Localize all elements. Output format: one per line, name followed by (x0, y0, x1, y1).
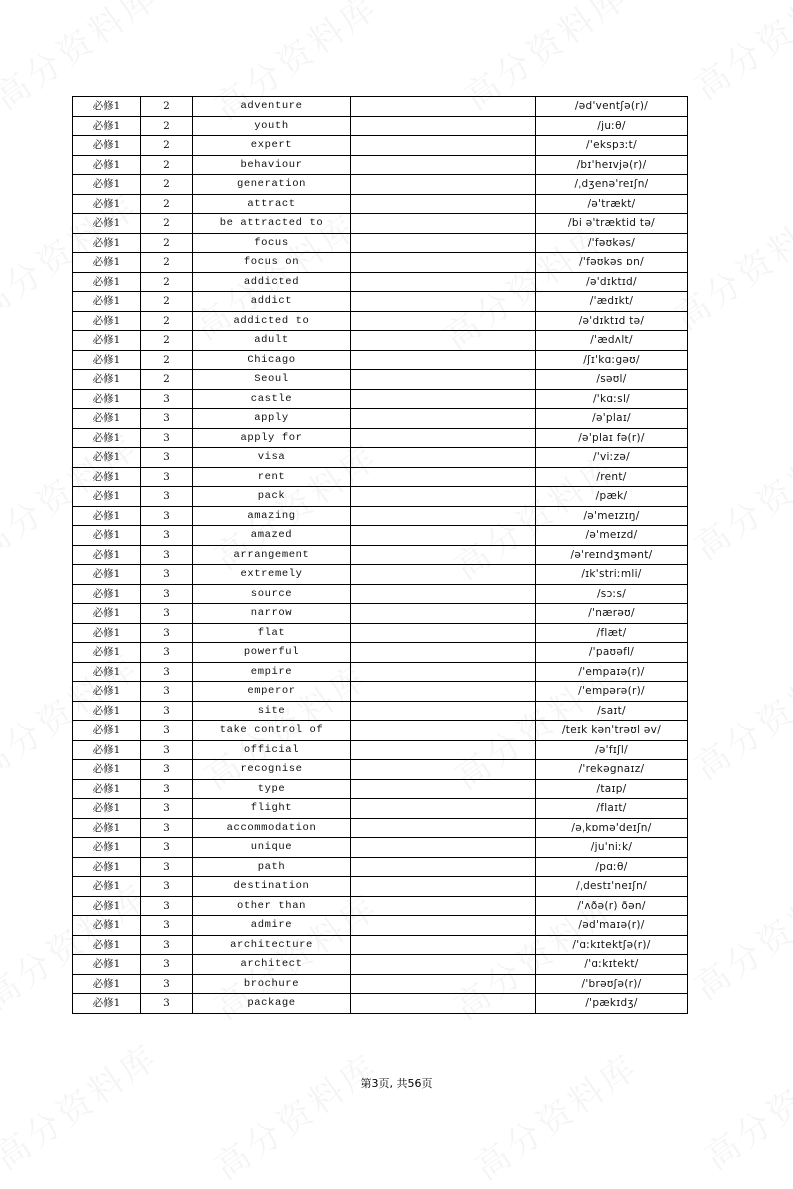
phonetic-cell: /juːθ/ (536, 116, 688, 136)
unit-cell: 3 (141, 545, 193, 565)
unit-cell: 2 (141, 175, 193, 195)
watermark-text (0, 1030, 167, 1179)
word-cell: generation (193, 175, 351, 195)
phonetic-cell: /'ædʌlt/ (536, 331, 688, 351)
page-footer (0, 1075, 793, 1091)
meaning-cell (351, 584, 536, 604)
book-cell: 必修1 (73, 136, 141, 156)
meaning-cell (351, 272, 536, 292)
book-cell: 必修1 (73, 994, 141, 1014)
word-cell: pack (193, 487, 351, 507)
meaning-cell (351, 526, 536, 546)
phonetic-cell: /səʊl/ (536, 370, 688, 390)
unit-cell: 3 (141, 409, 193, 429)
unit-cell: 2 (141, 350, 193, 370)
book-cell: 必修1 (73, 175, 141, 195)
meaning-cell (351, 779, 536, 799)
meaning-cell (351, 506, 536, 526)
unit-cell: 3 (141, 799, 193, 819)
meaning-cell (351, 370, 536, 390)
word-cell: source (193, 584, 351, 604)
table-row (73, 857, 688, 877)
table-row (73, 682, 688, 702)
unit-cell: 3 (141, 877, 193, 897)
phonetic-cell: /əˌkɒmə'deɪʃn/ (536, 818, 688, 838)
unit-cell: 3 (141, 643, 193, 663)
table-row (73, 896, 688, 916)
meaning-cell (351, 253, 536, 273)
book-cell: 必修1 (73, 701, 141, 721)
unit-cell: 3 (141, 565, 193, 585)
meaning-cell (351, 292, 536, 312)
table-row (73, 916, 688, 936)
table-row (73, 565, 688, 585)
unit-cell: 3 (141, 721, 193, 741)
word-cell: accommodation (193, 818, 351, 838)
unit-cell: 2 (141, 97, 193, 117)
phonetic-cell: /ə'reɪndʒmənt/ (536, 545, 688, 565)
meaning-cell (351, 97, 536, 117)
word-cell: visa (193, 448, 351, 468)
book-cell: 必修1 (73, 155, 141, 175)
meaning-cell (351, 175, 536, 195)
meaning-cell (351, 974, 536, 994)
table-row (73, 662, 688, 682)
meaning-cell (351, 545, 536, 565)
meaning-cell (351, 487, 536, 507)
unit-cell: 3 (141, 487, 193, 507)
book-cell: 必修1 (73, 584, 141, 604)
unit-cell: 3 (141, 857, 193, 877)
meaning-cell (351, 428, 536, 448)
word-cell: Chicago (193, 350, 351, 370)
phonetic-cell: /bɪ'heɪvjə(r)/ (536, 155, 688, 175)
watermark-text (683, 0, 793, 109)
table-row (73, 877, 688, 897)
meaning-cell (351, 331, 536, 351)
table-row (73, 448, 688, 468)
word-cell: emperor (193, 682, 351, 702)
book-cell: 必修1 (73, 116, 141, 136)
phonetic-cell: /'paʊəfl/ (536, 643, 688, 663)
book-cell: 必修1 (73, 740, 141, 760)
table-row (73, 116, 688, 136)
table-row (73, 487, 688, 507)
book-cell: 必修1 (73, 974, 141, 994)
meaning-cell (351, 623, 536, 643)
meaning-cell (351, 799, 536, 819)
book-cell: 必修1 (73, 896, 141, 916)
phonetic-cell: /ə'dɪktɪd tə/ (536, 311, 688, 331)
word-cell: flight (193, 799, 351, 819)
meaning-cell (351, 877, 536, 897)
unit-cell: 2 (141, 155, 193, 175)
phonetic-cell: /pæk/ (536, 487, 688, 507)
book-cell: 必修1 (73, 662, 141, 682)
phonetic-cell: /ʃɪ'kɑːgəʊ/ (536, 350, 688, 370)
table-row (73, 643, 688, 663)
phonetic-cell: /'brəʊʃə(r)/ (536, 974, 688, 994)
book-cell: 必修1 (73, 682, 141, 702)
book-cell: 必修1 (73, 448, 141, 468)
unit-cell: 3 (141, 838, 193, 858)
book-cell: 必修1 (73, 409, 141, 429)
phonetic-cell: /'nærəʊ/ (536, 604, 688, 624)
table-row (73, 721, 688, 741)
phonetic-cell: /əd'ventʃə(r)/ (536, 97, 688, 117)
book-cell: 必修1 (73, 916, 141, 936)
word-cell: adult (193, 331, 351, 351)
word-cell: site (193, 701, 351, 721)
table-row (73, 935, 688, 955)
phonetic-cell: /ə'dɪktɪd/ (536, 272, 688, 292)
word-cell: architecture (193, 935, 351, 955)
word-cell: destination (193, 877, 351, 897)
watermark-text (683, 640, 793, 789)
unit-cell: 3 (141, 389, 193, 409)
meaning-cell (351, 155, 536, 175)
unit-cell: 3 (141, 506, 193, 526)
phonetic-cell: /bi ə'træktid tə/ (536, 214, 688, 234)
book-cell: 必修1 (73, 370, 141, 390)
meaning-cell (351, 409, 536, 429)
word-cell: rent (193, 467, 351, 487)
word-cell: other than (193, 896, 351, 916)
word-cell: amazing (193, 506, 351, 526)
unit-cell: 3 (141, 916, 193, 936)
book-cell: 必修1 (73, 292, 141, 312)
watermark-text (693, 1030, 793, 1179)
word-cell: addict (193, 292, 351, 312)
phonetic-cell: /'viːzə/ (536, 448, 688, 468)
book-cell: 必修1 (73, 857, 141, 877)
phonetic-cell: /pɑːθ/ (536, 857, 688, 877)
unit-cell: 3 (141, 526, 193, 546)
meaning-cell (351, 467, 536, 487)
phonetic-cell: /teɪk kən'trəʊl əv/ (536, 721, 688, 741)
unit-cell: 2 (141, 233, 193, 253)
table-row (73, 760, 688, 780)
book-cell: 必修1 (73, 623, 141, 643)
table-row (73, 955, 688, 975)
unit-cell: 3 (141, 682, 193, 702)
meaning-cell (351, 389, 536, 409)
vocabulary-table (72, 96, 688, 1014)
meaning-cell (351, 116, 536, 136)
book-cell: 必修1 (73, 838, 141, 858)
table-row (73, 623, 688, 643)
table-row (73, 175, 688, 195)
table-row (73, 604, 688, 624)
watermark-text (463, 1040, 647, 1189)
book-cell: 必修1 (73, 272, 141, 292)
unit-cell: 3 (141, 994, 193, 1014)
unit-cell: 2 (141, 194, 193, 214)
table-row (73, 350, 688, 370)
unit-cell: 2 (141, 331, 193, 351)
meaning-cell (351, 857, 536, 877)
unit-cell: 3 (141, 623, 193, 643)
phonetic-cell: /ɪk'striːmli/ (536, 565, 688, 585)
meaning-cell (351, 701, 536, 721)
phonetic-cell: /ˌdestɪ'neɪʃn/ (536, 877, 688, 897)
word-cell: brochure (193, 974, 351, 994)
table-row (73, 389, 688, 409)
meaning-cell (351, 136, 536, 156)
meaning-cell (351, 838, 536, 858)
unit-cell: 3 (141, 760, 193, 780)
unit-cell: 2 (141, 214, 193, 234)
unit-cell: 3 (141, 584, 193, 604)
phonetic-cell: /'rekəgnaɪz/ (536, 760, 688, 780)
table-row (73, 331, 688, 351)
unit-cell: 2 (141, 292, 193, 312)
table-row (73, 818, 688, 838)
unit-cell: 2 (141, 116, 193, 136)
phonetic-cell: /'pækɪdʒ/ (536, 994, 688, 1014)
book-cell: 必修1 (73, 721, 141, 741)
table-row (73, 97, 688, 117)
table-row (73, 584, 688, 604)
phonetic-cell: /ˌdʒenə'reɪʃn/ (536, 175, 688, 195)
phonetic-cell: /taɪp/ (536, 779, 688, 799)
unit-cell: 3 (141, 662, 193, 682)
book-cell: 必修1 (73, 604, 141, 624)
phonetic-cell: /'ekspɜːt/ (536, 136, 688, 156)
unit-cell: 3 (141, 974, 193, 994)
word-cell: adventure (193, 97, 351, 117)
meaning-cell (351, 994, 536, 1014)
book-cell: 必修1 (73, 799, 141, 819)
meaning-cell (351, 350, 536, 370)
meaning-cell (351, 760, 536, 780)
word-cell: addicted to (193, 311, 351, 331)
book-cell: 必修1 (73, 487, 141, 507)
unit-cell: 3 (141, 818, 193, 838)
meaning-cell (351, 643, 536, 663)
word-cell: focus on (193, 253, 351, 273)
meaning-cell (351, 662, 536, 682)
phonetic-cell: /'empaɪə(r)/ (536, 662, 688, 682)
word-cell: amazed (193, 526, 351, 546)
book-cell: 必修1 (73, 935, 141, 955)
unit-cell: 2 (141, 136, 193, 156)
unit-cell: 3 (141, 701, 193, 721)
watermark-text (683, 420, 793, 569)
table-row (73, 233, 688, 253)
vocabulary-table-body (73, 97, 688, 1014)
unit-cell: 3 (141, 779, 193, 799)
meaning-cell (351, 565, 536, 585)
meaning-cell (351, 311, 536, 331)
table-row (73, 799, 688, 819)
table-row (73, 428, 688, 448)
phonetic-cell: /'ʌðə(r) ðən/ (536, 896, 688, 916)
table-row (73, 701, 688, 721)
unit-cell: 3 (141, 955, 193, 975)
meaning-cell (351, 916, 536, 936)
book-cell: 必修1 (73, 194, 141, 214)
phonetic-cell: /saɪt/ (536, 701, 688, 721)
meaning-cell (351, 740, 536, 760)
book-cell: 必修1 (73, 818, 141, 838)
meaning-cell (351, 896, 536, 916)
word-cell: Seoul (193, 370, 351, 390)
table-row (73, 136, 688, 156)
meaning-cell (351, 448, 536, 468)
book-cell: 必修1 (73, 877, 141, 897)
table-row (73, 194, 688, 214)
word-cell: type (193, 779, 351, 799)
book-cell: 必修1 (73, 389, 141, 409)
phonetic-cell: /əd'maɪə(r)/ (536, 916, 688, 936)
word-cell: expert (193, 136, 351, 156)
word-cell: arrangement (193, 545, 351, 565)
meaning-cell (351, 721, 536, 741)
meaning-cell (351, 233, 536, 253)
word-cell: official (193, 740, 351, 760)
book-cell: 必修1 (73, 545, 141, 565)
phonetic-cell: /flæt/ (536, 623, 688, 643)
meaning-cell (351, 935, 536, 955)
word-cell: castle (193, 389, 351, 409)
phonetic-cell: /ə'trækt/ (536, 194, 688, 214)
book-cell: 必修1 (73, 214, 141, 234)
table-row (73, 272, 688, 292)
book-cell: 必修1 (73, 955, 141, 975)
watermark-text (683, 860, 793, 1009)
table-row (73, 409, 688, 429)
meaning-cell (351, 818, 536, 838)
unit-cell: 2 (141, 311, 193, 331)
word-cell: narrow (193, 604, 351, 624)
book-cell: 必修1 (73, 233, 141, 253)
word-cell: empire (193, 662, 351, 682)
unit-cell: 3 (141, 740, 193, 760)
table-row (73, 467, 688, 487)
table-row (73, 506, 688, 526)
book-cell: 必修1 (73, 643, 141, 663)
meaning-cell (351, 682, 536, 702)
word-cell: take control of (193, 721, 351, 741)
word-cell: package (193, 994, 351, 1014)
book-cell: 必修1 (73, 428, 141, 448)
phonetic-cell: /'fəʊkəs ɒn/ (536, 253, 688, 273)
phonetic-cell: /sɔːs/ (536, 584, 688, 604)
table-row (73, 994, 688, 1014)
phonetic-cell: /'ɑːkɪtektʃə(r)/ (536, 935, 688, 955)
table-row (73, 292, 688, 312)
word-cell: attract (193, 194, 351, 214)
unit-cell: 3 (141, 604, 193, 624)
meaning-cell (351, 604, 536, 624)
word-cell: apply (193, 409, 351, 429)
book-cell: 必修1 (73, 506, 141, 526)
phonetic-cell: /'empərə(r)/ (536, 682, 688, 702)
phonetic-cell: /ə'plaɪ/ (536, 409, 688, 429)
unit-cell: 3 (141, 896, 193, 916)
word-cell: admire (193, 916, 351, 936)
table-row (73, 740, 688, 760)
word-cell: youth (193, 116, 351, 136)
table-row (73, 155, 688, 175)
word-cell: path (193, 857, 351, 877)
book-cell: 必修1 (73, 350, 141, 370)
book-cell: 必修1 (73, 779, 141, 799)
table-row (73, 253, 688, 273)
table-row (73, 526, 688, 546)
phonetic-cell: /ə'meɪzd/ (536, 526, 688, 546)
table-row (73, 214, 688, 234)
meaning-cell (351, 214, 536, 234)
word-cell: flat (193, 623, 351, 643)
word-cell: powerful (193, 643, 351, 663)
word-cell: apply for (193, 428, 351, 448)
table-row (73, 779, 688, 799)
watermark-text (203, 1040, 387, 1189)
table-row (73, 974, 688, 994)
word-cell: extremely (193, 565, 351, 585)
phonetic-cell: /rent/ (536, 467, 688, 487)
book-cell: 必修1 (73, 331, 141, 351)
meaning-cell (351, 194, 536, 214)
word-cell: addicted (193, 272, 351, 292)
book-cell: 必修1 (73, 253, 141, 273)
phonetic-cell: /ju'niːk/ (536, 838, 688, 858)
unit-cell: 2 (141, 272, 193, 292)
meaning-cell (351, 955, 536, 975)
phonetic-cell: /ə'fɪʃl/ (536, 740, 688, 760)
word-cell: behaviour (193, 155, 351, 175)
unit-cell: 2 (141, 253, 193, 273)
unit-cell: 3 (141, 467, 193, 487)
unit-cell: 3 (141, 448, 193, 468)
word-cell: unique (193, 838, 351, 858)
book-cell: 必修1 (73, 467, 141, 487)
phonetic-cell: /ə'plaɪ fə(r)/ (536, 428, 688, 448)
phonetic-cell: /flaɪt/ (536, 799, 688, 819)
word-cell: architect (193, 955, 351, 975)
phonetic-cell: /'ædɪkt/ (536, 292, 688, 312)
unit-cell: 2 (141, 370, 193, 390)
phonetic-cell: /'fəʊkəs/ (536, 233, 688, 253)
book-cell: 必修1 (73, 526, 141, 546)
word-cell: focus (193, 233, 351, 253)
phonetic-cell: /'kɑːsl/ (536, 389, 688, 409)
book-cell: 必修1 (73, 565, 141, 585)
word-cell: recognise (193, 760, 351, 780)
unit-cell: 3 (141, 428, 193, 448)
unit-cell: 3 (141, 935, 193, 955)
table-row (73, 311, 688, 331)
book-cell: 必修1 (73, 311, 141, 331)
book-cell: 必修1 (73, 760, 141, 780)
phonetic-cell: /'ɑːkɪtekt/ (536, 955, 688, 975)
word-cell: be attracted to (193, 214, 351, 234)
table-row (73, 545, 688, 565)
table-row (73, 838, 688, 858)
phonetic-cell: /ə'meɪzɪŋ/ (536, 506, 688, 526)
page-number-label: 第3页, 共56页 (360, 1077, 433, 1090)
table-row (73, 370, 688, 390)
book-cell: 必修1 (73, 97, 141, 117)
